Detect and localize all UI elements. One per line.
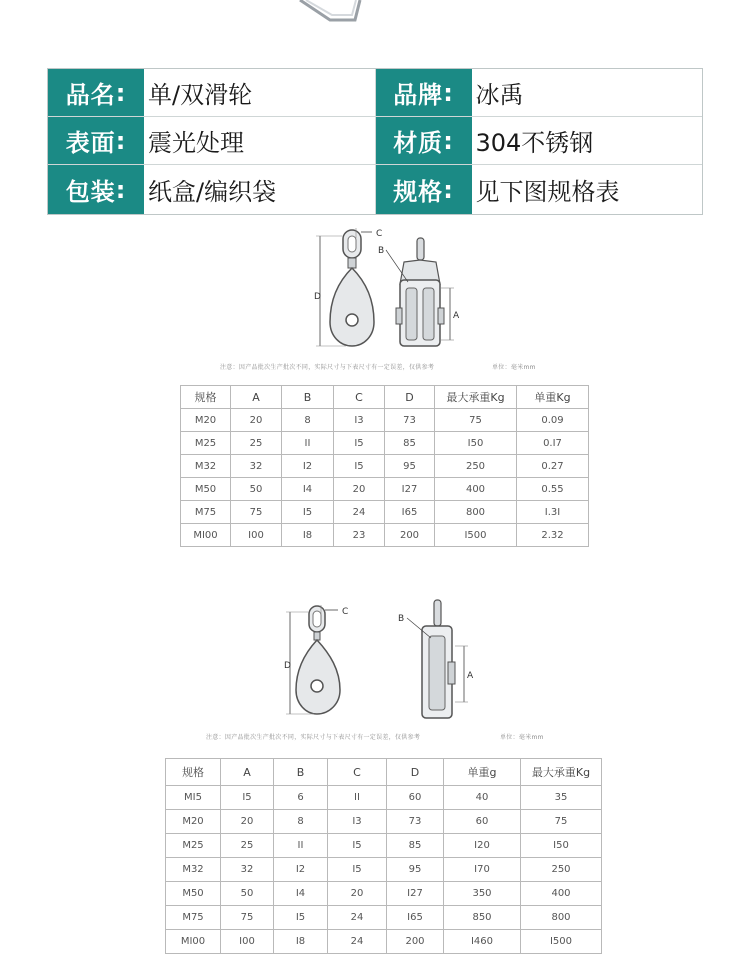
table-cell: 250 xyxy=(521,858,602,882)
table-cell: 40 xyxy=(444,786,521,810)
table-cell: 0.55 xyxy=(517,478,589,501)
table-cell: M75 xyxy=(181,501,231,524)
table-cell: 850 xyxy=(444,906,521,930)
table-header-cell: 单重Kg xyxy=(517,386,589,409)
table-row xyxy=(166,858,602,882)
product-info-grid xyxy=(47,68,703,215)
info-row xyxy=(48,165,702,214)
table-cell: I00 xyxy=(221,930,274,954)
table-cell: 75 xyxy=(435,409,517,432)
table-header-cell: A xyxy=(231,386,282,409)
table-row xyxy=(166,882,602,906)
info-label: 品牌 : xyxy=(376,69,472,116)
table-header-cell: 规格 xyxy=(181,386,231,409)
table-cell: M25 xyxy=(181,432,231,455)
table-cell: I500 xyxy=(435,524,517,547)
dimension-label-b: B xyxy=(398,614,405,624)
table-cell: 350 xyxy=(444,882,521,906)
table-header-cell: 最大承重Kg xyxy=(521,759,602,786)
table-row xyxy=(166,906,602,930)
table-cell: 24 xyxy=(328,930,387,954)
table-header-cell: C xyxy=(328,759,387,786)
table-cell: I50 xyxy=(521,834,602,858)
info-row xyxy=(48,69,702,117)
table-cell: 73 xyxy=(385,409,435,432)
single-pulley-spec-table xyxy=(165,758,602,954)
double-pulley-spec-table xyxy=(180,385,589,547)
table-cell: 24 xyxy=(328,906,387,930)
table-cell: MI00 xyxy=(166,930,221,954)
info-row xyxy=(48,117,702,165)
table-cell: 400 xyxy=(521,882,602,906)
table-header-cell: D xyxy=(385,386,435,409)
info-label: 规格 : xyxy=(376,165,472,214)
table-cell: M32 xyxy=(166,858,221,882)
table-cell: 250 xyxy=(435,455,517,478)
table-header-cell: D xyxy=(387,759,444,786)
info-value: 见下图规格表 xyxy=(475,178,620,206)
table-cell: I5 xyxy=(221,786,274,810)
table-cell: 24 xyxy=(334,501,385,524)
dimension-label-a: A xyxy=(467,671,474,681)
table-header-cell: B xyxy=(274,759,328,786)
table-cell: I.3I xyxy=(517,501,589,524)
table-row xyxy=(181,501,589,524)
table-cell: I8 xyxy=(282,524,334,547)
table-cell: 23 xyxy=(334,524,385,547)
table-cell: I5 xyxy=(328,834,387,858)
table-cell: I2 xyxy=(282,455,334,478)
unit-note: 单位：毫米mm xyxy=(492,364,536,371)
table-cell: 75 xyxy=(521,810,602,834)
table-cell: MI5 xyxy=(166,786,221,810)
table-cell: I3 xyxy=(334,409,385,432)
dimension-label-c: C xyxy=(376,229,383,239)
info-cell-material xyxy=(375,117,703,164)
info-value: 单/双滑轮 xyxy=(148,81,253,109)
table-cell: M50 xyxy=(181,478,231,501)
info-value: 震光处理 xyxy=(148,129,244,157)
table-cell: 8 xyxy=(274,810,328,834)
dimension-label-c: C xyxy=(342,607,349,617)
table-cell: I27 xyxy=(387,882,444,906)
table-cell: 200 xyxy=(387,930,444,954)
table-row xyxy=(166,930,602,954)
table-cell: 95 xyxy=(385,455,435,478)
table-cell: M25 xyxy=(166,834,221,858)
table-cell: 60 xyxy=(444,810,521,834)
info-cell-packaging xyxy=(48,165,375,214)
table-cell: 32 xyxy=(231,455,282,478)
product-photo-fragment xyxy=(0,0,750,24)
table-cell: 800 xyxy=(521,906,602,930)
table-row xyxy=(166,834,602,858)
info-value: 纸盒/编织袋 xyxy=(148,178,277,206)
table-row xyxy=(181,455,589,478)
table-cell: II xyxy=(274,834,328,858)
table-cell: I65 xyxy=(385,501,435,524)
table-row xyxy=(181,478,589,501)
table-header-row xyxy=(181,386,589,409)
table-cell: 75 xyxy=(231,501,282,524)
info-value: 304不锈钢 xyxy=(475,129,594,157)
table-header-cell: B xyxy=(282,386,334,409)
table-cell: I5 xyxy=(274,906,328,930)
table-cell: I00 xyxy=(231,524,282,547)
table-header-cell: A xyxy=(221,759,274,786)
table-cell: I5 xyxy=(334,432,385,455)
dimension-label-d: D xyxy=(314,292,321,302)
table-cell: II xyxy=(282,432,334,455)
info-label: 表面 : xyxy=(48,117,144,164)
table-cell: I65 xyxy=(387,906,444,930)
info-cell-spec xyxy=(375,165,703,214)
table-cell: I500 xyxy=(521,930,602,954)
table-cell: 8 xyxy=(282,409,334,432)
table-cell: 800 xyxy=(435,501,517,524)
dimension-label-a: A xyxy=(453,311,460,321)
table-cell: M32 xyxy=(181,455,231,478)
table-cell: 73 xyxy=(387,810,444,834)
table-cell: 20 xyxy=(328,882,387,906)
table-cell: I8 xyxy=(274,930,328,954)
table-cell: 2.32 xyxy=(517,524,589,547)
table-cell: M50 xyxy=(166,882,221,906)
table-cell: M20 xyxy=(166,810,221,834)
info-cell-brand xyxy=(375,69,703,116)
table-cell: M75 xyxy=(166,906,221,930)
table-header-row xyxy=(166,759,602,786)
table-cell: 0.27 xyxy=(517,455,589,478)
table-cell: I5 xyxy=(328,858,387,882)
table-header-cell: 最大承重Kg xyxy=(435,386,517,409)
table-cell: 0.I7 xyxy=(517,432,589,455)
table-header-cell: 规格 xyxy=(166,759,221,786)
table-row xyxy=(181,524,589,547)
table-cell: 75 xyxy=(221,906,274,930)
table-cell: 6 xyxy=(274,786,328,810)
info-label: 材质 : xyxy=(376,117,472,164)
table-cell: 20 xyxy=(231,409,282,432)
table-cell: 25 xyxy=(231,432,282,455)
table-cell: 35 xyxy=(521,786,602,810)
info-label: 品名 : xyxy=(48,69,144,116)
table-cell: 25 xyxy=(221,834,274,858)
info-cell-surface xyxy=(48,117,375,164)
table-cell: M20 xyxy=(181,409,231,432)
table-header-cell: C xyxy=(334,386,385,409)
table-cell: I2 xyxy=(274,858,328,882)
single-pulley-diagram xyxy=(276,598,486,728)
info-cell-name xyxy=(48,69,375,116)
table-cell: II xyxy=(328,786,387,810)
table-cell: 200 xyxy=(385,524,435,547)
table-cell: 85 xyxy=(387,834,444,858)
table-cell: 50 xyxy=(231,478,282,501)
disclaimer-note: 注意：因产品批次生产批次不同，实际尺寸与下表尺寸有一定误差，仅供参考 xyxy=(206,734,421,741)
table-cell: 60 xyxy=(387,786,444,810)
table-cell: I4 xyxy=(282,478,334,501)
table-cell: I3 xyxy=(328,810,387,834)
table-cell: 400 xyxy=(435,478,517,501)
table-cell: 32 xyxy=(221,858,274,882)
table-cell: 20 xyxy=(334,478,385,501)
table-row xyxy=(166,810,602,834)
table-cell: 50 xyxy=(221,882,274,906)
table-cell: 0.09 xyxy=(517,409,589,432)
table-cell: I70 xyxy=(444,858,521,882)
info-label: 包装 : xyxy=(48,165,144,214)
table-header-cell: 单重g xyxy=(444,759,521,786)
table-cell: MI00 xyxy=(181,524,231,547)
table-row xyxy=(181,409,589,432)
info-value: 冰禹 xyxy=(475,81,524,109)
table-cell: I50 xyxy=(435,432,517,455)
table-cell: 85 xyxy=(385,432,435,455)
table-cell: 20 xyxy=(221,810,274,834)
table-cell: I5 xyxy=(334,455,385,478)
disclaimer-note: 注意：因产品批次生产批次不同，实际尺寸与下表尺寸有一定误差，仅供参考 xyxy=(220,364,435,371)
dimension-label-d: D xyxy=(284,661,291,671)
dimension-label-b: B xyxy=(378,246,385,256)
table-cell: I5 xyxy=(282,501,334,524)
table-cell: 95 xyxy=(387,858,444,882)
table-cell: I20 xyxy=(444,834,521,858)
unit-note: 单位：毫米mm xyxy=(500,734,544,741)
table-row xyxy=(181,432,589,455)
table-cell: I4 xyxy=(274,882,328,906)
table-cell: I460 xyxy=(444,930,521,954)
table-row xyxy=(166,786,602,810)
table-cell: I27 xyxy=(385,478,435,501)
double-pulley-diagram xyxy=(300,222,480,357)
